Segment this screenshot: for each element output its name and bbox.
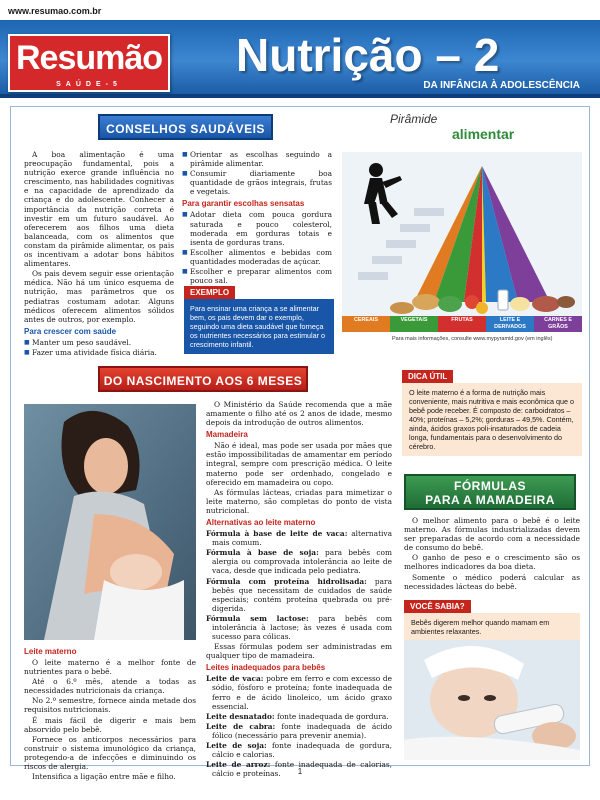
logo-subtitle: SAÚDE-5 bbox=[56, 81, 122, 88]
page-title: Nutrição – 2 bbox=[236, 29, 500, 81]
list-item: ■ Fazer uma atividade física diária. bbox=[24, 348, 174, 357]
formulas-column bbox=[404, 516, 580, 592]
section-banner-conselhos: CONSELHOS SAUDÁVEIS bbox=[98, 114, 273, 140]
banner-line-2: PARA A MAMADEIRA bbox=[425, 493, 555, 507]
nascimento-column-2 bbox=[206, 400, 392, 779]
exemplo-box bbox=[184, 299, 334, 354]
definition-term: Leite de cabra: bbox=[206, 721, 276, 731]
pyramid-labels bbox=[342, 316, 582, 332]
subheading-escolhas: Para garantir escolhas sensatas bbox=[182, 199, 305, 209]
mother-breastfeeding-photo bbox=[24, 404, 196, 640]
definition-text: fonte inadequada de gordura, cálcio e calorias. bbox=[212, 741, 392, 760]
logo-word: Resumão bbox=[16, 39, 163, 77]
paragraph: No 2.º semestre, fornece ainda metade dos requisitos nutricionais. bbox=[24, 696, 196, 715]
conselhos-column-2 bbox=[182, 150, 332, 286]
definition-item bbox=[206, 712, 392, 721]
label-cereais: CEREAIS bbox=[342, 316, 390, 332]
paragraph: As fórmulas lácteas, criadas para mimetizar o leite materno, são completas do ponto de vista nutricional. bbox=[206, 487, 392, 515]
pyramid-note: Para mais informações, consulte www.mypyramid.gov (em inglês) bbox=[392, 336, 553, 342]
orientacoes-list bbox=[182, 150, 332, 196]
voce-sabia-box bbox=[404, 613, 580, 641]
paragraph: Até o 6.º mês, atende a todas as necessidades nutricionais da criança. bbox=[24, 677, 196, 696]
definition-text: fonte inadequada de ácido fólico (necessário para prevenir anemia). bbox=[212, 721, 392, 740]
definition-text: para bebês com intolerância à lactose; às vezes é usada com sucesso para cólicas. bbox=[212, 613, 392, 642]
label-carnes: CARNES E GRÃOS bbox=[534, 316, 582, 332]
resumao-logo bbox=[8, 34, 170, 92]
subheading-inadequados: Leites inadequados para bebês bbox=[206, 663, 326, 673]
exemplo-title: EXEMPLO bbox=[184, 286, 235, 299]
definition-term: Fórmula à base de leite de vaca: bbox=[206, 529, 348, 539]
dica-util-title: DICA ÚTIL bbox=[402, 370, 453, 383]
food-pyramid-illustration bbox=[342, 152, 582, 330]
voce-sabia-callout bbox=[404, 594, 580, 641]
list-item: ■ Adotar dieta com pouca gordura saturada e pouco colesterol, moderada em gorduras totais e isenta de gorduras trans. bbox=[182, 210, 332, 246]
section-banner-formulas bbox=[404, 474, 576, 510]
definition-term: Leite desnatado: bbox=[206, 711, 275, 721]
definition-text: fonte inadequada de gordura. bbox=[276, 711, 389, 721]
definition-item bbox=[206, 614, 392, 641]
baby-bottle-photo bbox=[404, 640, 580, 760]
paragraph: Os pais devem seguir esse orientação médica. Não há um único esquema de nutrição, mas parâmetros que os pediatras costumam adotar. Alguns médicos oferecem alimentos sólidos antes de outros, por exemplo. bbox=[24, 269, 174, 324]
exemplo-text: Para ensinar uma criança a se alimentar bem, os pais devem dar o exemplo, seguindo uma dieta saudável que forneça os nutrientes necessários para estimular o crescimento infantil. bbox=[190, 304, 326, 349]
label-leite: LEITE E DERIVADOS bbox=[486, 316, 534, 332]
list-item: ■ Orientar as escolhas seguindo a pirâmide alimentar. bbox=[182, 150, 332, 168]
paragraph: A boa alimentação é uma preocupação fundamental, pois a nutrição exerce grande influência no crescimento, nas habilidades cognitivas e na capacidade de aprendizado da criança e do adolescente. Conhecer a importância da nutrição correta é investir em um futuro saudável. Ao oferecerem aos filhos uma dieta balanceada, com os alimentos que constam da pirâmide alimentar, os pais os incentivam a adotar bons hábitos alimentares. bbox=[24, 150, 174, 269]
paragraph: Essas fórmulas podem ser administradas em qualquer tipo de mamadeira. bbox=[206, 642, 392, 661]
conselhos-column-1 bbox=[24, 150, 174, 358]
list-item: ■ Manter um peso saudável. bbox=[24, 338, 174, 347]
list-item: ■ Consumir diariamente boa quantidade de grãos integrais, frutas e vegetais. bbox=[182, 169, 332, 196]
pyramid-title: Pirâmide bbox=[390, 112, 438, 126]
subheading-leite-materno: Leite materno bbox=[24, 647, 77, 656]
crescer-list bbox=[24, 338, 174, 357]
definition-text: fonte inadequada de calorias, cálcio e proteínas. bbox=[212, 760, 392, 779]
definition-text: para bebês com alergia ou comprovada intolerância ao leite de vaca, desde que indicada pelo pediatra. bbox=[212, 548, 392, 576]
definition-term: Fórmula à base de soja: bbox=[206, 548, 319, 558]
section-banner-nascimento: DO NASCIMENTO AOS 6 MESES bbox=[98, 366, 308, 392]
definition-item bbox=[206, 722, 392, 740]
definition-item bbox=[206, 577, 392, 613]
definition-text: alternativa mais comum. bbox=[212, 529, 392, 548]
definition-term: Leite de vaca: bbox=[206, 674, 264, 684]
page-subtitle: DA INFÂNCIA À ADOLESCÊNCIA bbox=[423, 80, 580, 91]
pyramid-title-2: alimentar bbox=[452, 126, 515, 142]
header-banner bbox=[0, 20, 600, 98]
paragraph: Intensifica a ligação entre mãe e filho. bbox=[32, 772, 176, 782]
exemplo-callout bbox=[184, 280, 334, 354]
definition-item bbox=[206, 741, 392, 759]
paragraph: O melhor alimento para o bebê é o leite materno. As fórmulas industrializadas devem ser preparadas de acordo com a necessidade de consumo do bebê. bbox=[404, 516, 580, 553]
leite-materno-column bbox=[24, 644, 196, 782]
paragraph: O leite materno é a melhor fonte de nutrientes para o bebê. bbox=[24, 658, 196, 677]
subheading-alternativas: Alternativas ao leite materno bbox=[206, 518, 316, 528]
dica-util-box bbox=[402, 383, 582, 456]
definition-item bbox=[206, 529, 392, 547]
paragraph: Não é ideal, mas pode ser usada por mães que estão impossibilitadas de amamentar em período integral, sempre com prescrição médica. O leite materno pode ser ordenhado, congelado e oferecido em mamadeira ou copo. bbox=[206, 441, 392, 487]
definition-term: Fórmula com proteína hidrolisada: bbox=[206, 576, 367, 586]
paragraph: O ganho de peso e o crescimento são os melhores indicadores da boa dieta. bbox=[404, 553, 580, 572]
banner-line-1: FÓRMULAS bbox=[454, 479, 526, 493]
definition-term: Leite de soja: bbox=[206, 741, 267, 750]
definition-text: pobre em ferro e com excesso de sódio, fósforo e proteína; fonte inadequada de ferro e de ácido linoleico, um ácido graxo essencial. bbox=[212, 674, 392, 711]
voce-sabia-title: VOCÊ SABIA? bbox=[404, 600, 471, 613]
voce-sabia-text: Bebês digerem melhor quando mamam em ambientes relaxantes. bbox=[411, 618, 550, 636]
definition-term: Leite de arroz: bbox=[206, 760, 271, 770]
definition-item bbox=[206, 548, 392, 575]
subheading-crescer: Para crescer com saúde bbox=[24, 326, 117, 336]
label-frutas: FRUTAS bbox=[438, 316, 486, 332]
paragraph: É mais fácil de digerir e mais bem absorvido pelo bebê. bbox=[24, 715, 196, 734]
page-number: 1 bbox=[297, 767, 303, 776]
definition-item bbox=[206, 674, 392, 710]
subheading-mamadeira: Mamadeira bbox=[206, 430, 248, 440]
site-url: www.resumao.com.br bbox=[8, 6, 102, 16]
definition-text: para bebês que necessitam de cuidados de saúde especiais; contém proteína quebrada ou pré-digerida. bbox=[212, 576, 392, 613]
definition-term: Fórmula sem lactose: bbox=[206, 613, 309, 623]
dica-util-callout bbox=[402, 364, 582, 456]
label-vegetais: VEGETAIS bbox=[390, 316, 438, 332]
list-item: ■ Escolher alimentos e bebidas com quantidades moderadas de açúcar. bbox=[182, 248, 332, 266]
paragraph: Fornece os anticorpos necessários para construir o sistema imunológico da criança, protegendo-a de infecções e diminuindo os riscos de alergia. bbox=[24, 734, 196, 772]
dica-util-text: O leite materno é a forma de nutrição mais conveniente, mais nutritiva e mais econômica que o bebê pode receber. É composto de: carboidratos – 40%; proteínas – 5,2%; gorduras – 49,5%. Contém, ainda, ácidos graxos poli-insaturados de cadeia longa, fundamentais para o desenvolvimento do cérebro. bbox=[409, 388, 575, 451]
paragraph: O Ministério da Saúde recomenda que a mãe amamente o filho até os 2 anos de idade, mesmo depois da introdução de outros alimentos. bbox=[206, 400, 392, 428]
list-item: ■ Escolher e preparar alimentos com pouco sal. bbox=[182, 267, 332, 285]
escolhas-list bbox=[182, 210, 332, 285]
paragraph: Somente o médico poderá calcular as necessidades lácteas do bebê. bbox=[404, 572, 580, 591]
